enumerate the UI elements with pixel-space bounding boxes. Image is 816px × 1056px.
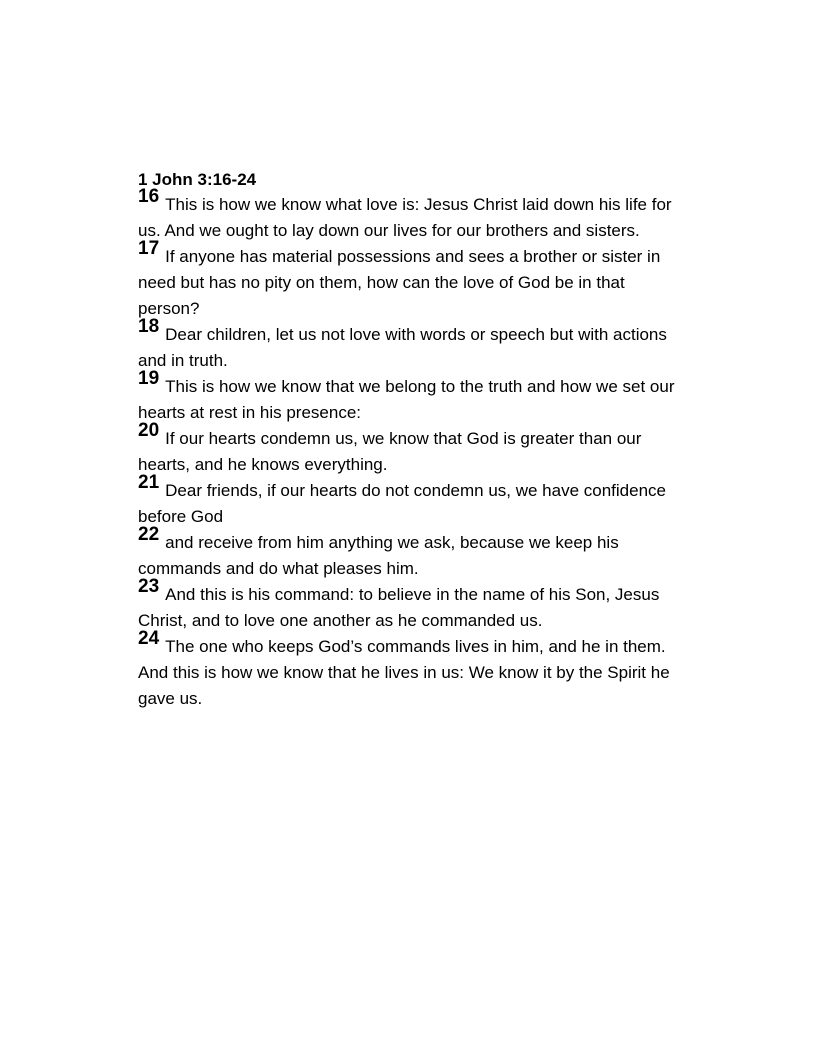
verse-text: If our hearts condemn us, we know that God is greater than our hearts, and he knows everything. (138, 429, 642, 474)
verse-text: If anyone has material possessions and sees a brother or sister in need but has no pity on them, how can the love of God be in that person? (138, 247, 661, 318)
verse-number: 17 (138, 238, 160, 259)
verse-22 (138, 524, 678, 582)
verse-number: 24 (138, 628, 160, 649)
verse-text: And this is his command: to believe in the name of his Son, Jesus Christ, and to love one another as he commanded us. (138, 585, 660, 630)
verse-18 (138, 316, 678, 374)
verse-text: The one who keeps God’s commands lives in him, and he in them. And this is how we know that he lives in us: We know it by the Spirit he gave us. (138, 637, 670, 708)
verse-text: This is how we know what love is: Jesus Christ laid down his life for us. And we ought to lay down our lives for our brothers and sisters. (138, 195, 672, 240)
verse-23 (138, 576, 678, 634)
verse-number: 19 (138, 368, 160, 389)
verse-24 (138, 628, 678, 712)
verse-text: This is how we know that we belong to the truth and how we set our hearts at rest in his presence: (138, 377, 675, 422)
verse-19 (138, 368, 678, 426)
verse-number: 16 (138, 186, 160, 207)
verse-21 (138, 472, 678, 530)
verse-17 (138, 238, 678, 322)
passage-title: 1 John 3:16-24 (138, 170, 257, 189)
verse-16 (138, 186, 678, 244)
verse-number: 22 (138, 524, 160, 545)
verse-number: 18 (138, 316, 160, 337)
verse-text: Dear friends, if our hearts do not condemn us, we have confidence before God (138, 481, 666, 526)
verse-text: and receive from him anything we ask, because we keep his commands and do what pleases him. (138, 533, 619, 578)
verse-20 (138, 420, 678, 478)
verse-number: 21 (138, 472, 160, 493)
verse-number: 23 (138, 576, 160, 597)
verse-number: 20 (138, 420, 160, 441)
verse-text: Dear children, let us not love with words or speech but with actions and in truth. (138, 325, 667, 370)
document-page (138, 169, 678, 712)
